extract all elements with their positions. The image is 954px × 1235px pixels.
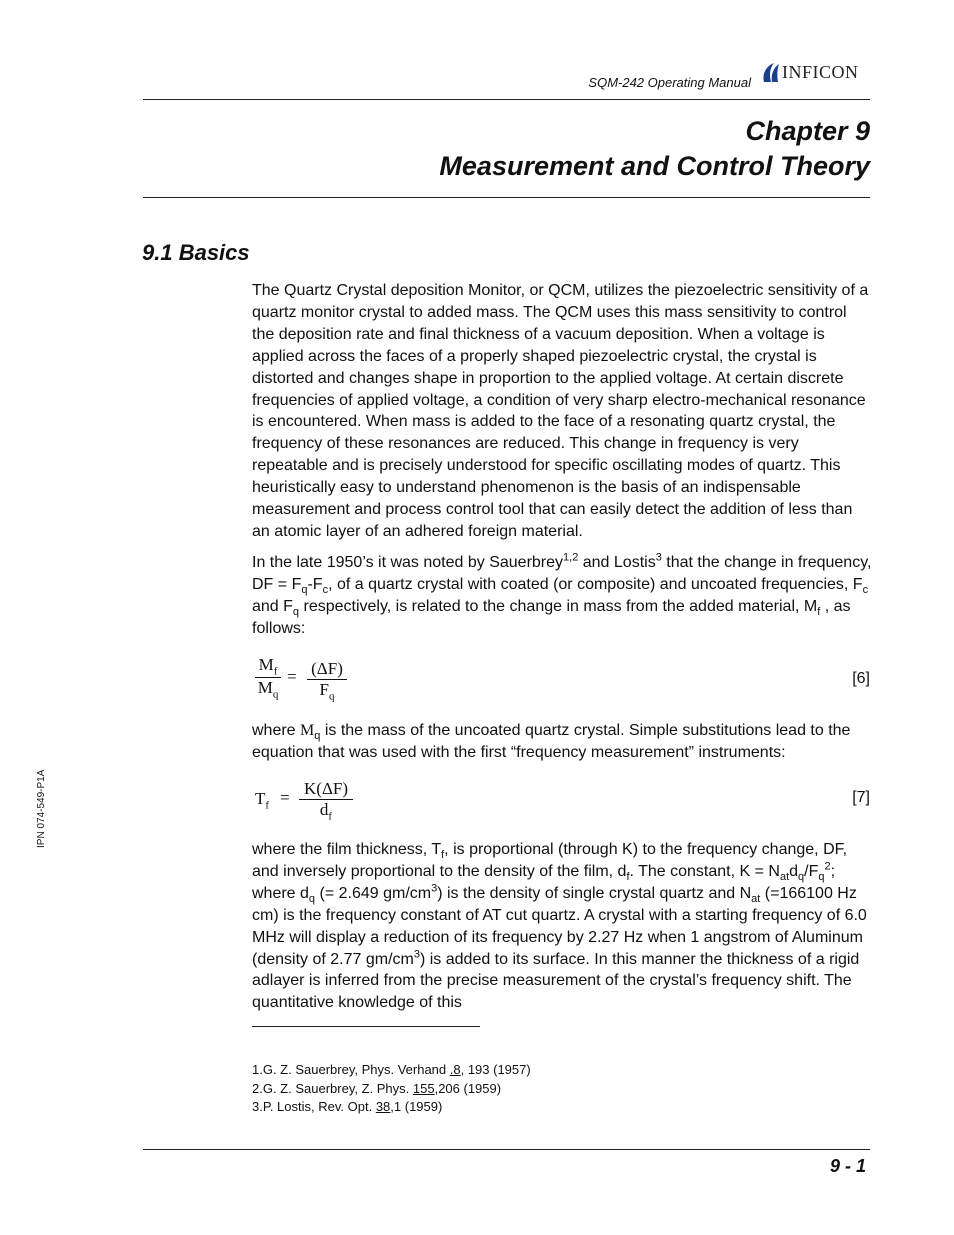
footnote-3: 3.P. Lostis, Rev. Opt. 38,1 (1959) (252, 1099, 443, 1114)
section-heading: 9.1 Basics (142, 240, 250, 265)
chapter-rule (143, 197, 870, 198)
chapter-number: Chapter 9 (745, 116, 870, 146)
logo-swoosh-icon (760, 60, 782, 86)
footnote-2: 2.G. Z. Sauerbrey, Z. Phys. 155,206 (1959) (252, 1081, 502, 1096)
inficon-logo (760, 60, 875, 86)
paragraph-substitution: where $M_q$ is the mass of the uncoated quartz crystal. Simple substitutions lead to the equation that was used with the first “frequency measurement” instruments: (252, 722, 851, 761)
eq6-equals: = (287, 667, 297, 686)
manual-title: SQM-242 Operating Manual (588, 75, 751, 90)
footnote-rule (252, 1026, 480, 1027)
equation-6 (255, 655, 375, 707)
chapter-title: Measurement and Control Theory (439, 151, 870, 181)
eq7-equals: = (280, 788, 290, 807)
equation-7 (255, 779, 375, 827)
paragraph-intro: The Quartz Crystal deposition Monitor, or QCM, utilizes the piezoelectric sensitivity of a quartz monitor crystal to added mass. The QCM uses this mass sensitivity to control the deposition rate and final thickness of a vacuum deposition. When a voltage is applied across the faces of a properly shaped piezoelectric crystal, the crystal is distorted and changes shape in proportion to the applied voltage. At certain discrete frequencies of applied voltage, a condition of very sharp electro-mechanical resonance is encountered. When mass is added to the face of a resonating quartz crystal, the frequency of these resonances are reduced. This change in frequency is very repeatable and is precisely understood for specific oscillating modes of quartz. This heuristically easy to understand phenomenon is the basis of an indispensable measurement and process control tool that can easily detect the addition of less than an atomic layer of an adhered foreign material. (252, 282, 869, 540)
footnote-1: 1.G. Z. Sauerbrey, Phys. Verhand .8, 193 (1957) (252, 1062, 531, 1077)
header-rule (143, 99, 870, 100)
paragraph-thickness: where the film thickness, $T_f$, is proportional (through K) to the frequency change, DF, and inversely proportional to the density of the film, $d_f$. The constant, $K = N_{at}d_q/F_q^2$; where $d_q$ (= 2.649 $gm/cm^3$) is the density of single crystal quartz and $N_{at}$ (=166100 Hz cm) is the frequency constant of AT cut quartz. A crystal with a starting frequency of 6.0 MHz will display a reduction of its frequency by 2.27 Hz when 1 angstrom of Aluminum (density of 2.77 $gm/cm^3$) is added to its surface. In this manner the thickness of a rigid adlayer is inferred from the precise measurement of the crystal’s frequency shift. The quantitative knowledge of this (252, 841, 867, 1012)
paragraph-sauerbrey: In the late 1950’s it was noted by Sauerbrey$^{1,2}$ and Lostis$^3$ that the change in frequency, DF = $F_q-F_c$, of a quartz crystal with coated (or composite) and uncoated frequencies, $F_c$ and $F_q$ respectively, is related to the change in mass from the added material, $M_f$ , as follows: (252, 551, 872, 637)
eq6-rhs-fraction: $\frac{(\Delta F)}{F_q}$ (307, 659, 347, 702)
equation-6-number: [6] (852, 670, 870, 687)
eq6-lhs-fraction: $\frac{M_f}{M_q}$ (255, 655, 281, 701)
eq7-fraction: $\frac{K(\Delta F)}{d_f}$ (299, 779, 353, 822)
equation-7-number: [7] (852, 789, 870, 806)
logo-text: INFICON (782, 62, 859, 82)
page-number: 9 - 1 (829, 1156, 866, 1176)
eq7-lhs: $T_f$ (255, 789, 270, 812)
document-ipn-label: IPN 074-549-P1A (36, 769, 47, 848)
footer-rule (143, 1149, 870, 1150)
